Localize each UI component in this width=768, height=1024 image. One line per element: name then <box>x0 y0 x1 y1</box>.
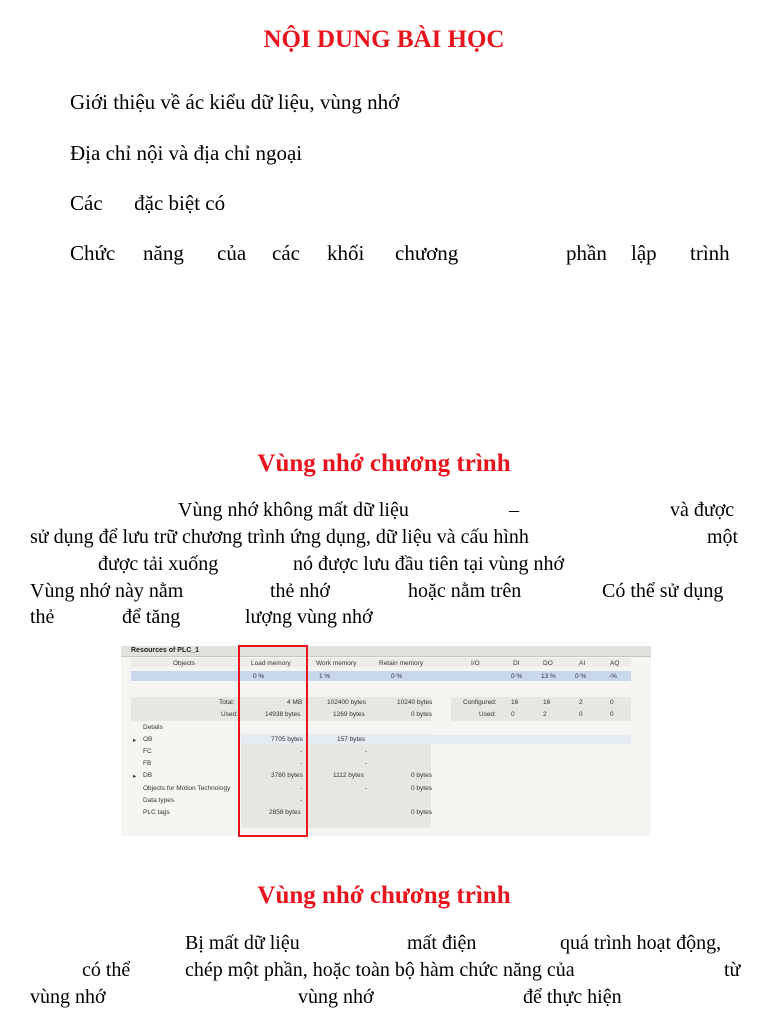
text-fragment: vùng nhớ <box>30 986 106 1008</box>
detail-work: 1112 bytes <box>333 772 364 779</box>
list-item: Giới thiệu về ác kiểu dữ liệu, vùng nhớ <box>70 90 400 114</box>
detail-name: Objects for Motion Technology <box>143 785 231 792</box>
aq-percent: -% <box>609 673 617 680</box>
used-label: Used: <box>221 711 238 718</box>
detail-load: 2858 bytes <box>269 809 301 816</box>
detail-work: - <box>365 760 368 767</box>
used-aq: 0 <box>610 711 614 718</box>
configured-ai: 2 <box>579 699 583 706</box>
total-load: 4 MB <box>287 699 303 706</box>
configured-aq: 0 <box>610 699 614 706</box>
section-title-program-memory-2: Vùng nhớ chương trình <box>257 882 511 909</box>
word: năng <box>143 241 184 265</box>
col-header-ai: AI <box>579 660 586 667</box>
section-title-program-memory: Vùng nhớ chương trình <box>257 450 511 477</box>
text-fragment: Có thể sử dụng <box>602 580 724 602</box>
resources-titlebar <box>121 646 651 657</box>
text-fragment: để thực hiện <box>523 986 622 1008</box>
list-item: Địa chỉ nội và địa chỉ ngoại <box>70 141 303 165</box>
word: các <box>272 241 300 265</box>
text-fragment: Vùng nhớ không mất dữ liệu <box>178 499 409 521</box>
word: Chức <box>70 241 116 265</box>
word: trình <box>690 241 730 265</box>
detail-load: - <box>300 748 303 755</box>
text-fragment: và được <box>670 499 735 521</box>
text-fragment: được tải xuống <box>98 553 219 575</box>
section-title-lesson-content: NỘI DUNG BÀI HỌC <box>263 26 505 53</box>
text-fragment: thẻ nhớ <box>270 580 331 602</box>
detail-name: FC <box>143 748 152 755</box>
text-fragment: lượng vùng nhớ <box>245 606 373 628</box>
text-fragment: Bị mất dữ liệu <box>185 932 300 954</box>
used-load: 14938 bytes <box>265 711 301 718</box>
col-header-retain-memory: Retain memory <box>379 660 424 667</box>
configured-do: 16 <box>543 699 551 706</box>
detail-load: - <box>300 760 303 767</box>
col-header-di: DI <box>513 660 520 667</box>
col-header-objects: Objects <box>173 660 196 667</box>
word: chương <box>395 241 459 265</box>
total-work: 102400 bytes <box>327 699 367 706</box>
used-retain: 0 bytes <box>411 711 432 718</box>
plc-resources-screenshot <box>121 646 651 836</box>
detail-name: Data types <box>143 797 175 804</box>
retain-percent: 0 % <box>391 673 403 680</box>
word: lập <box>631 241 657 265</box>
word: của <box>217 241 247 265</box>
detail-load: - <box>300 797 303 804</box>
total-label: Total: <box>219 699 235 706</box>
word: phần <box>566 241 607 265</box>
detail-name: FB <box>143 760 152 767</box>
col-header-io: I/O <box>471 660 480 667</box>
detail-name: OB <box>143 736 153 743</box>
used-io-label: Used: <box>479 711 496 718</box>
text-fragment: Vùng nhớ này nằm <box>30 580 184 602</box>
configured-label: Configured: <box>463 699 497 706</box>
ai-percent: 0 % <box>575 673 587 680</box>
col-header-load-memory: Load memory <box>251 660 291 667</box>
text-fragment: thẻ <box>30 606 55 628</box>
percent-row-highlight <box>131 671 631 681</box>
load-memory-highlight-box <box>238 645 308 837</box>
used-ai: 0 <box>579 711 583 718</box>
detail-work: - <box>365 785 368 792</box>
detail-work: - <box>365 748 368 755</box>
text-fragment: nó được lưu đầu tiên tại vùng nhớ <box>293 553 565 575</box>
text-fragment: từ <box>724 959 741 981</box>
col-header-aq: AQ <box>610 660 620 667</box>
configured-di: 16 <box>511 699 519 706</box>
text-fragment: – <box>509 499 519 521</box>
used-di: 0 <box>511 711 515 718</box>
detail-load: 3780 bytes <box>271 772 303 779</box>
used-do: 2 <box>543 711 547 718</box>
text-fragment: một <box>707 526 739 548</box>
detail-name: DB <box>143 772 153 779</box>
details-label: Details <box>143 724 163 731</box>
work-percent: 1 % <box>319 673 331 680</box>
detail-name: PLC tags <box>143 809 170 816</box>
di-percent: 0 % <box>511 673 523 680</box>
text-fragment: để tăng <box>122 606 181 628</box>
used-work: 1269 bytes <box>333 711 365 718</box>
text-fragment: chép một phần, hoặc toàn bộ hàm chức năng của <box>185 959 575 981</box>
total-retain: 10240 bytes <box>397 699 433 706</box>
resources-title: Resources of PLC_1 <box>131 647 200 654</box>
text-fragment: hoặc nằm trên <box>408 580 522 602</box>
detail-load: 7705 bytes <box>271 736 303 743</box>
col-header-do: DO <box>543 660 553 667</box>
text-fragment: sử dụng để lưu trữ chương trình ứng dụng, dữ liệu và cấu hình <box>30 526 529 548</box>
text-fragment: mất điện <box>407 932 477 954</box>
expand-arrow-icon[interactable]: ▸ <box>133 737 137 744</box>
list-item: Các đặc biệt có <box>70 191 226 215</box>
word: khối <box>327 241 365 265</box>
text-fragment: có thể <box>82 959 131 981</box>
detail-retain: 0 bytes <box>411 785 432 792</box>
text-fragment: quá trình hoạt động, <box>560 932 722 954</box>
detail-work: 157 bytes <box>337 736 366 743</box>
col-header-work-memory: Work memory <box>316 660 357 667</box>
detail-load: - <box>300 785 303 792</box>
detail-retain: 0 bytes <box>411 809 432 816</box>
text-fragment: vùng nhớ <box>298 986 374 1008</box>
detail-retain: 0 bytes <box>411 772 432 779</box>
expand-arrow-icon[interactable]: ▸ <box>133 773 137 780</box>
load-percent: 0 % <box>253 673 265 680</box>
do-percent: 13 % <box>541 673 556 680</box>
